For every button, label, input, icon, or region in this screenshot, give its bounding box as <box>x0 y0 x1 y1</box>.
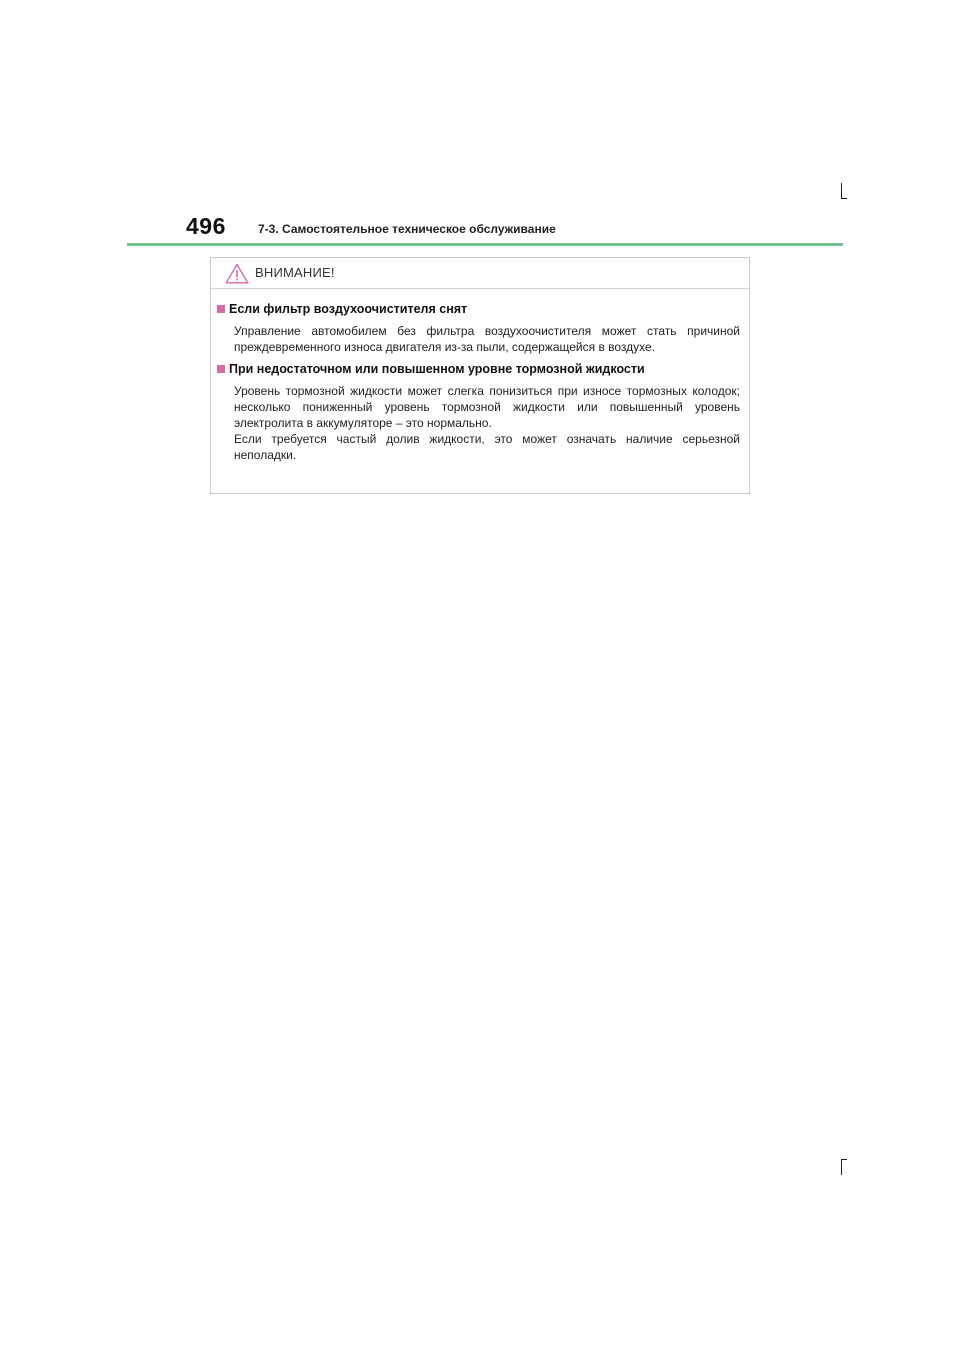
warning-item-air-filter <box>217 301 740 355</box>
warning-header <box>211 258 749 289</box>
item-text <box>234 323 740 355</box>
crop-mark-bottom-foot <box>841 1159 847 1160</box>
warning-title: ВНИМАНИЕ! <box>255 265 335 280</box>
item-paragraph: Управление автомобилем без фильтра воздухоочистителя может стать причиной преждевременного износа двигателя из-за пыли, содержащейся в воздухе. <box>234 324 740 354</box>
warning-triangle-icon <box>225 263 249 284</box>
crop-mark-bottom <box>841 1159 842 1175</box>
item-heading <box>217 301 740 317</box>
item-text <box>234 383 740 463</box>
item-paragraph: Если требуется частый долив жидкости, это может означать наличие серьезной неполадки. <box>234 432 740 462</box>
crop-mark-top <box>841 183 842 199</box>
item-heading <box>217 361 740 377</box>
item-heading-text: При недостаточном или повышенном уровне тормозной жидкости <box>229 362 645 376</box>
bullet-square-icon <box>217 365 225 373</box>
header-rule <box>127 243 843 246</box>
crop-mark-top-foot <box>841 198 847 199</box>
bullet-square-icon <box>217 305 225 313</box>
warning-box <box>210 257 750 494</box>
item-paragraph: Уровень тормозной жидкости может слегка понизиться при износе тормозных колодок; несколько пониженный уровень тормозной жидкости или повышенный уровень электролита в аккумуляторе – это нормально. <box>234 384 740 430</box>
warning-body <box>211 289 749 463</box>
section-title: 7-3. Самостоятельное техническое обслуживание <box>258 222 556 236</box>
warning-item-brake-fluid <box>217 361 740 463</box>
page-number: 496 <box>186 213 226 239</box>
item-heading-text: Если фильтр воздухоочистителя снят <box>229 302 468 316</box>
